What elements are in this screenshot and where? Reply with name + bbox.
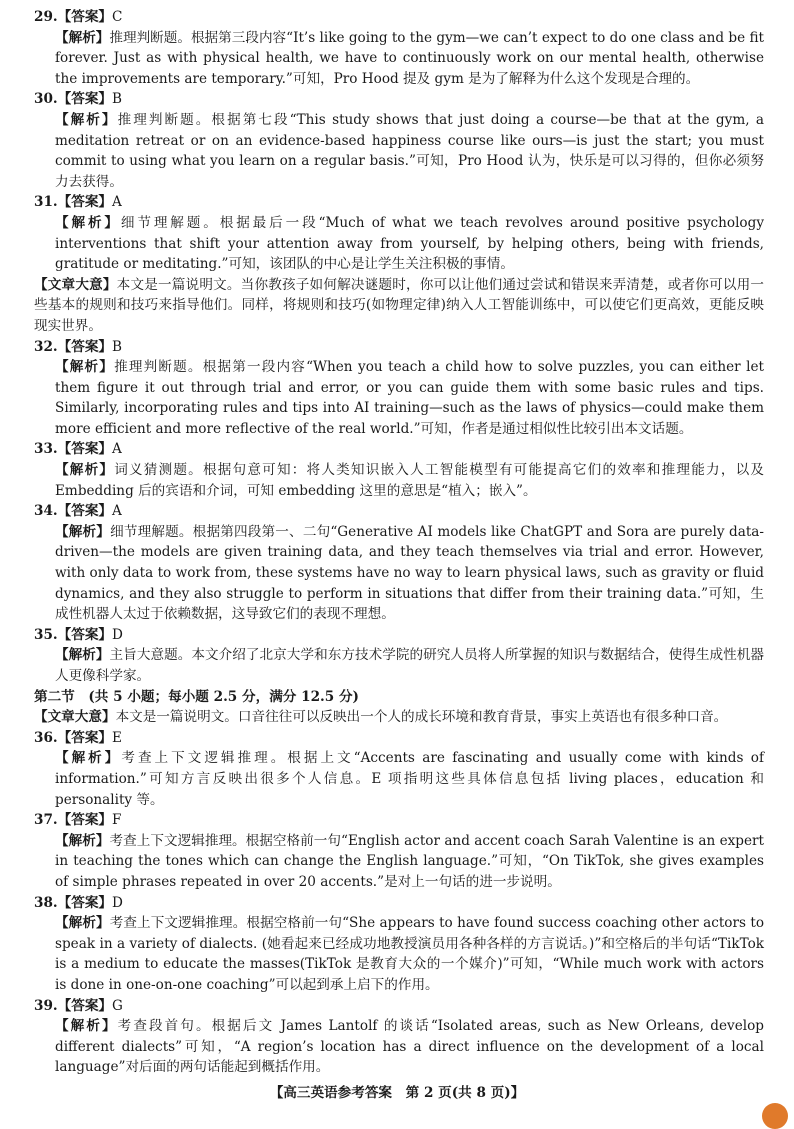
answer-value: G bbox=[112, 997, 123, 1014]
answer-tag: 【答案】 bbox=[57, 91, 113, 108]
explanation-tag: 【解析】 bbox=[55, 750, 122, 767]
answer-value: E bbox=[112, 729, 122, 746]
answer-line bbox=[34, 810, 764, 831]
explanation-text: 推理判断题。根据第七段“This study shows that just doing a course—be that at the gym, a meditation retreat or on an evidence-based happiness course like ours—is just the start; you must commit to using what you learn on a regular basis.”可知，Pro Hood 认为，快乐是可以习得的，但你必须努力去获得。 bbox=[55, 111, 765, 190]
explanation-paragraph bbox=[34, 357, 764, 439]
question-number: 31. bbox=[34, 194, 58, 211]
explanation-text: 考查上下文逻辑推理。根据空格前一句“English actor and accent coach Sarah Valentine is an expert in teaching the tones which can change the English language.”可知，“On TikTok, she gives examples of simple phrases repeated in over 20 accents.”是对上一句话的进一步说明。 bbox=[55, 832, 764, 890]
explanation-tag: 【解析】 bbox=[55, 523, 111, 540]
section-title: 第二节 (共 5 小题；每小题 2.5 分，满分 12.5 分) bbox=[34, 688, 359, 705]
explanation-paragraph bbox=[34, 110, 764, 192]
explanation-tag: 【解析】 bbox=[55, 915, 110, 932]
question-number: 32. bbox=[34, 338, 58, 355]
corner-logo bbox=[762, 1103, 788, 1129]
explanation-text: 细节理解题。根据最后一段“Much of what we teach revolves around positive psychology interventions that shift your attention away from yourself, by helping others, being with friends, gratitude or meditating.”可知，该团队的中心是让学生关注积极的事情。 bbox=[55, 214, 764, 273]
answer-value: D bbox=[112, 626, 123, 643]
summary-text: 本文是一篇说明文。当你教孩子如何解决谜题时，你可以让他们通过尝试和错误来弄清楚，或者你可以用一些基本的规则和技巧来指导他们。同样，将规则和技巧(如物理定律)纳入人工智能训练中，可以使它们更高效，更能反映现实世界。 bbox=[34, 276, 765, 334]
explanation-paragraph bbox=[34, 748, 764, 810]
answer-line bbox=[34, 192, 764, 213]
answer-tag: 【答案】 bbox=[57, 441, 113, 458]
question-number: 38. bbox=[34, 894, 58, 911]
answer-value: F bbox=[112, 812, 122, 829]
answer-tag: 【答案】 bbox=[57, 729, 113, 746]
answer-line bbox=[34, 7, 764, 28]
answer-value: A bbox=[112, 194, 122, 211]
question-number: 35. bbox=[34, 626, 58, 643]
answer-value: A bbox=[112, 441, 122, 458]
answer-tag: 【答案】 bbox=[57, 894, 113, 911]
explanation-paragraph bbox=[34, 460, 764, 501]
answer-line bbox=[34, 728, 764, 749]
summary-text: 本文是一篇说明文。口音往往可以反映出一个人的成长环境和教育背景，事实上英语也有很多种口音。 bbox=[115, 709, 728, 726]
answer-tag: 【答案】 bbox=[57, 997, 113, 1014]
question-number: 29. bbox=[34, 9, 58, 25]
answer-line bbox=[34, 893, 764, 914]
explanation-tag: 【解析】 bbox=[55, 832, 110, 849]
answer-line bbox=[34, 439, 764, 460]
question-number: 30. bbox=[34, 91, 58, 108]
answer-key-page bbox=[34, 7, 764, 1078]
explanation-tag: 【解析】 bbox=[55, 111, 118, 128]
explanation-text: 考查上下文逻辑推理。根据空格前一句“She appears to have found success coaching other actors to speak in a variety of dialects. (她看起来已经成功地教授演员用各种各样的方言说话。)”和空格后的半句话“TikTok is a medium to educate the masses(TikTok 是教育大众的一个媒介)”可知，“While much work with actors is done in one-on-one coaching”可以起到承上启下的作用。 bbox=[55, 915, 764, 993]
explanation-text: 考查段首句。根据后文 James Lantolf 的谈话“Isolated areas, such as New Orleans, develop different dialects”可知，“A region’s location has a direct influence on the development of a local language”对后面的两句话能起到概括作用。 bbox=[55, 1018, 765, 1076]
answer-line bbox=[34, 337, 764, 358]
explanation-text: 细节理解题。根据第四段第一、二句“Generative AI models like ChatGPT and Sora are purely data-driven—the models are given training data, and they teach themselves via trial and error. However, with only data to work from, these systems have no way to learn physical laws, such as gravity or fluid dynamics, and they also struggle to perform in situations that differ from their training data.”可知，生成性机器人太过于依赖数据，这导致它们的表现不理想。 bbox=[55, 523, 765, 623]
answer-line bbox=[34, 501, 764, 522]
question-number: 37. bbox=[34, 812, 58, 829]
explanation-paragraph bbox=[34, 1016, 764, 1078]
answer-value: D bbox=[112, 894, 123, 911]
answer-value: B bbox=[112, 91, 123, 108]
explanation-tag: 【解析】 bbox=[55, 29, 110, 46]
explanation-paragraph bbox=[34, 645, 764, 686]
answer-tag: 【答案】 bbox=[57, 626, 113, 643]
explanation-tag: 【解析】 bbox=[55, 462, 115, 479]
explanation-text: 考查上下文逻辑推理。根据上文“Accents are fascinating and usually come with kinds of information.”可知方言反映出很多个人信息。E 项指明这些具体信息包括 living places，education 和 personality 等。 bbox=[55, 750, 764, 808]
answer-value: A bbox=[112, 503, 122, 520]
explanation-tag: 【解析】 bbox=[55, 214, 121, 231]
explanation-tag: 【解析】 bbox=[55, 647, 110, 664]
article-summary bbox=[34, 275, 764, 337]
question-number: 34. bbox=[34, 503, 58, 520]
explanation-tag: 【解析】 bbox=[55, 1018, 118, 1035]
answer-tag: 【答案】 bbox=[57, 812, 113, 829]
question-number: 33. bbox=[34, 441, 58, 458]
explanation-paragraph bbox=[34, 213, 764, 275]
page-footer: 【高三英语参考答案 第 2 页(共 8 页)】 bbox=[269, 1085, 525, 1101]
answer-tag: 【答案】 bbox=[57, 9, 113, 25]
explanation-text: 主旨大意题。本文介绍了北京大学和东方技术学院的研究人员将人所掌握的知识与数据结合，使得生成性机器人更像科学家。 bbox=[55, 647, 765, 684]
explanation-text: 推理判断题。根据第三段内容“It’s like going to the gym—we can’t expect to do one class and be fit forever. Just as with physical health, we have to continuously work on our mental health, otherwise the improvements are temporary.”可知，Pro Hood 提及 gym 是为了解释为什么这个发现是合理的。 bbox=[55, 29, 765, 87]
explanation-text: 词义猜测题。根据句意可知：将人类知识嵌入人工智能模型有可能提高它们的效率和推理能力，以及 Embedding 后的宾语和介词，可知 embedding 这里的意思是“植入；嵌入”。 bbox=[55, 462, 765, 499]
explanation-paragraph bbox=[34, 831, 764, 893]
answer-line bbox=[34, 89, 764, 110]
question-number: 36. bbox=[34, 729, 58, 746]
answer-tag: 【答案】 bbox=[57, 338, 113, 355]
answer-tag: 【答案】 bbox=[57, 194, 113, 211]
article-summary bbox=[34, 707, 764, 728]
answer-line bbox=[34, 996, 764, 1017]
explanation-tag: 【解析】 bbox=[55, 359, 115, 376]
section-heading bbox=[34, 687, 764, 708]
answer-value: C bbox=[112, 9, 123, 25]
answer-line bbox=[34, 625, 764, 646]
answer-tag: 【答案】 bbox=[57, 503, 113, 520]
explanation-text: 推理判断题。根据第一段内容“When you teach a child how to solve puzzles, you can either let them figure it out through trial and error, or you can guide them with some basic rules and tips. Similarly, incorporating rules and tips into AI training—such as the laws of physics—could make them more efficient and more reflective of the real world.”可知，作者是通过相似性比较引出本文话题。 bbox=[55, 359, 764, 437]
explanation-paragraph bbox=[34, 913, 764, 995]
summary-tag: 【文章大意】 bbox=[34, 276, 117, 293]
explanation-paragraph bbox=[34, 522, 764, 625]
summary-tag: 【文章大意】 bbox=[34, 709, 116, 726]
explanation-paragraph bbox=[34, 28, 764, 90]
question-number: 39. bbox=[34, 997, 58, 1014]
answer-value: B bbox=[112, 338, 123, 355]
